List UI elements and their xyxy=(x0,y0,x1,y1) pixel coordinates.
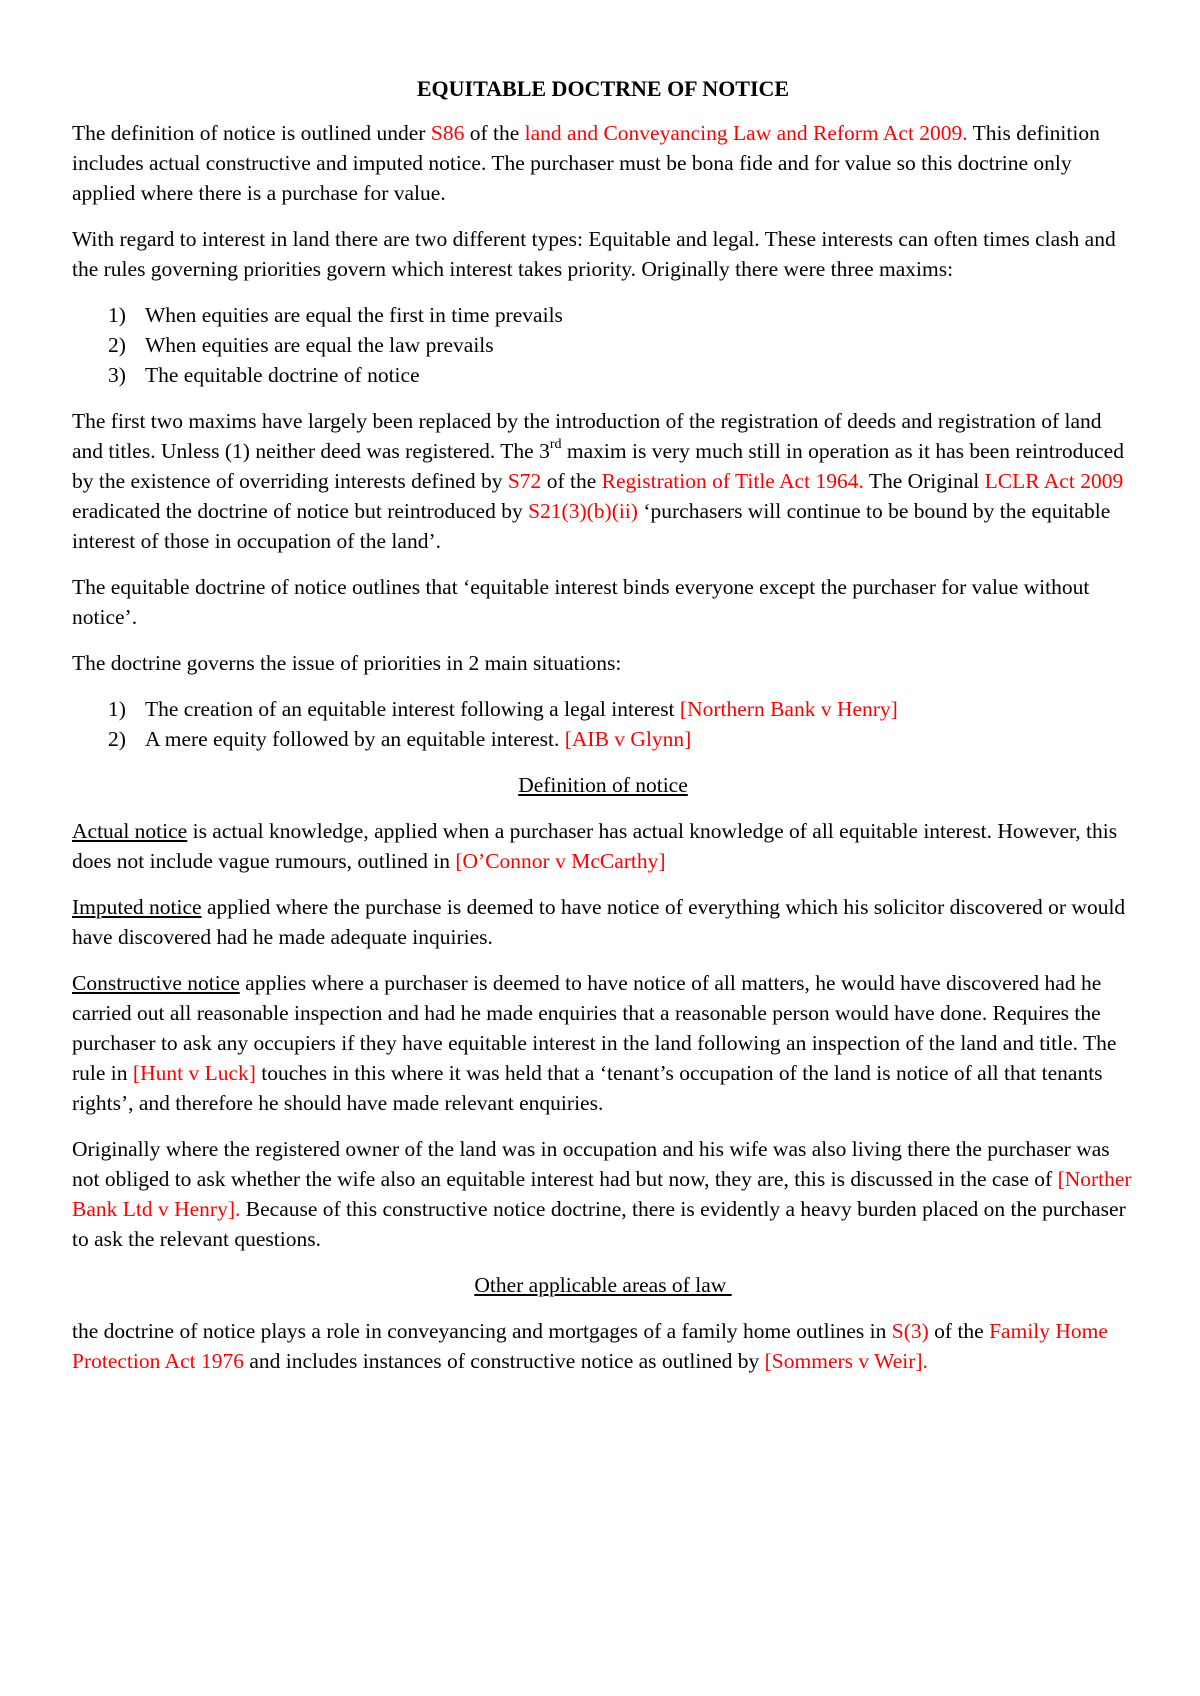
statute-section-reference: S(3) xyxy=(891,1319,929,1343)
act-reference: Family Home Protection Act 1976 xyxy=(72,1319,1108,1373)
term-imputed-notice: Imputed notice xyxy=(72,895,202,919)
maxims-list xyxy=(72,300,1134,390)
case-reference: [AIB v Glynn] xyxy=(564,727,692,751)
paragraph-definition-intro: The definition of notice is outlined under S86 of the land and Conveyancing Law and Reform Act 2009. This definition includes actual constructive and imputed notice. The purchaser must be bona fide and for value so this doctrine only applied where there is a purchase for value. xyxy=(72,121,1100,205)
term-actual-notice: Actual notice xyxy=(72,819,188,843)
paragraph-registration: The first two maxims have largely been replaced by the introduction of the registration of deeds and registration of land and titles. Unless (1) neither deed was registered. The 3rd maxim is very much still in operation as it has been reintroduced by the existence of overriding interests defined by S72 of the Registration of Title Act 1964. The Original LCLR Act 2009 eradicated the doctrine of notice but reintroduced by S21(3)(b)(ii) ‘purchasers will continue to be bound by the equitable interest of those in occupation of the land’. xyxy=(72,409,1124,553)
section-heading-definition: Definition of notice xyxy=(518,773,688,797)
paragraph-imputed-notice: Imputed notice applied where the purchase is deemed to have notice of everything which his solicitor discovered or would have discovered had he made adequate inquiries. xyxy=(72,895,1126,949)
list-item: 3) The equitable doctrine of notice xyxy=(108,363,420,387)
statute-section-reference: S72 xyxy=(507,469,542,493)
case-reference: [O’Connor v McCarthy] xyxy=(455,849,666,873)
document-page xyxy=(72,74,1134,1392)
document-title: EQUITABLE DOCTRNE OF NOTICE xyxy=(416,76,790,101)
act-reference: Registration of Title Act 1964. xyxy=(601,469,864,493)
paragraph-registered-owner: Originally where the registered owner of the land was in occupation and his wife was also living there the purchaser was not obliged to ask whether the wife also an equitable interest had but now, they are, this is discussed in the case of [Norther Bank Ltd v Henry]. Because of this constructive notice doctrine, there is evidently a heavy burden placed on the purchaser to ask the relevant questions. xyxy=(72,1137,1132,1251)
section-heading-other: Other applicable areas of law xyxy=(474,1273,732,1297)
situations-list xyxy=(72,694,1134,754)
paragraph-doctrine-outline: The equitable doctrine of notice outlines that ‘equitable interest binds everyone except the purchaser for value without notice’. xyxy=(72,575,1090,629)
paragraph-family-home: the doctrine of notice plays a role in conveyancing and mortgages of a family home outlines in S(3) of the Family Home Protection Act 1976 and includes instances of constructive notice as outlined by [Sommers v Weir]. xyxy=(72,1319,1108,1373)
act-reference: LCLR Act 2009 xyxy=(984,469,1124,493)
act-reference: land and Conveyancing Law and Reform Act 2009. xyxy=(524,121,968,145)
term-constructive-notice: Constructive notice xyxy=(72,971,240,995)
paragraph-actual-notice: Actual notice is actual knowledge, applied when a purchaser has actual knowledge of all equitable interest. However, this does not include vague rumours, outlined in [O’Connor v McCarthy] xyxy=(72,819,1118,873)
case-reference: [Northern Bank v Henry] xyxy=(679,697,898,721)
statute-section-reference: S86 xyxy=(430,121,465,145)
list-item: 2) When equities are equal the law prevails xyxy=(108,333,494,357)
paragraph-situations-intro: The doctrine governs the issue of priorities in 2 main situations: xyxy=(72,651,622,675)
case-reference: [Norther Bank Ltd v Henry]. xyxy=(72,1167,1132,1221)
paragraph-interests: With regard to interest in land there are two different types: Equitable and legal. These interests can often times clash and the rules governing priorities govern which interest takes priority. Originally there were three maxims: xyxy=(72,227,1116,281)
list-item: 1) When equities are equal the first in time prevails xyxy=(108,303,563,327)
case-reference: [Sommers v Weir]. xyxy=(764,1349,928,1373)
list-item: 2) A mere equity followed by an equitable interest. [AIB v Glynn] xyxy=(108,727,692,751)
case-reference: [Hunt v Luck] xyxy=(132,1061,256,1085)
statute-section-reference: S21(3)(b)(ii) xyxy=(528,499,638,523)
paragraph-constructive-notice: Constructive notice applies where a purchaser is deemed to have notice of all matters, he would have discovered had he carried out all reasonable inspection and had he made enquiries that a reasonable person would have done. Requires the purchaser to ask any occupiers if they have equitable interest in the land following an inspection of the land and title. The rule in [Hunt v Luck] touches in this where it was held that a ‘tenant’s occupation of the land is notice of all that tenants rights’, and therefore he should have made relevant enquiries. xyxy=(72,971,1117,1115)
list-item: 1) The creation of an equitable interest following a legal interest [Northern Bank v Henry] xyxy=(108,697,898,721)
